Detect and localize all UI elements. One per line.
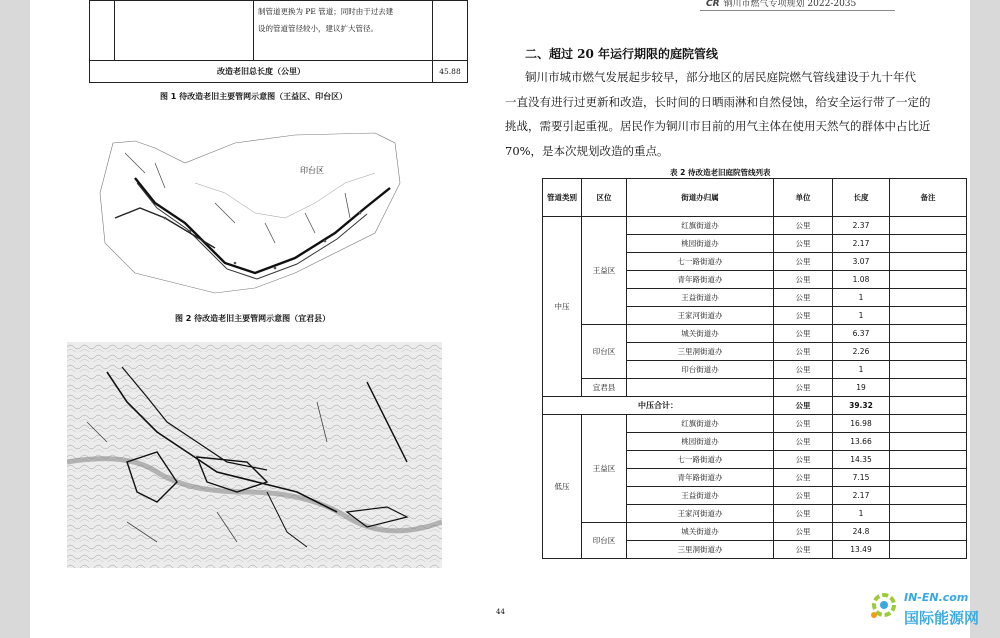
district-cell: 王益区 [582,217,627,325]
street-cell: 王家河街道办 [627,505,774,523]
top-table-note [254,1,433,61]
remark-cell [890,415,967,433]
table-row [543,523,967,541]
district-cell: 宜君县 [582,379,627,397]
unit-cell: 公里 [774,505,833,523]
length-cell: 2.17 [833,487,890,505]
unit-cell: 公里 [774,343,833,361]
length-cell: 1 [833,307,890,325]
unit-cell: 公里 [774,469,833,487]
subtotal-label: 中压合计： [543,397,774,415]
remark-cell [890,541,967,559]
paragraph-line-3: 挑战，需要引起重视。居民作为铜川市目前的用气主体在使用天然气的群体中占比近 [505,119,931,133]
street-cell: 七一路街道办 [627,253,774,271]
map-wangyi-yintai [95,123,425,303]
street-cell: 七一路街道办 [627,451,774,469]
street-cell: 王家河街道办 [627,307,774,325]
total-length-label: 改造老旧总长度（公里） [90,61,433,83]
remark-cell [890,343,967,361]
page-number: 44 [496,608,505,616]
note-line-2: 设的管道管径较小，建议扩大管径。 [258,24,378,33]
remark-cell [890,289,967,307]
length-cell: 3.07 [833,253,890,271]
remark-cell [890,217,967,235]
top-table-fragment [89,0,468,83]
unit-cell: 公里 [774,379,833,397]
remark-cell [890,361,967,379]
length-cell: 13.66 [833,433,890,451]
length-cell: 1 [833,361,890,379]
unit-cell: 公里 [774,253,833,271]
old-pipeline-table [542,178,967,559]
unit-cell: 公里 [774,361,833,379]
unit-cell: 公里 [774,325,833,343]
length-cell: 1 [833,505,890,523]
total-length-value: 45.88 [433,61,468,83]
unit-cell: 公里 [774,289,833,307]
street-cell [627,379,774,397]
subtotal-value: 39.32 [833,397,890,415]
street-cell: 王益街道办 [627,289,774,307]
watermark [866,585,980,629]
map-yijun [67,342,442,568]
remark-cell [890,451,967,469]
unit-cell: 公里 [774,217,833,235]
length-cell: 7.15 [833,469,890,487]
length-cell: 24.8 [833,523,890,541]
length-cell: 2.26 [833,343,890,361]
street-cell: 青年路街道办 [627,271,774,289]
col-header-street-office: 街道办归属 [627,179,774,217]
remark-cell [890,487,967,505]
header-logo: CR [706,0,720,9]
length-cell: 1.08 [833,271,890,289]
length-cell: 2.37 [833,217,890,235]
table-title: 表 2 待改造老旧庭院管线列表 [670,168,771,177]
street-cell: 青年路街道办 [627,469,774,487]
length-cell: 14.35 [833,451,890,469]
remark-cell [890,271,967,289]
subtotal-unit: 公里 [774,397,833,415]
unit-cell: 公里 [774,523,833,541]
watermark-cn: 国际能源网 [904,609,980,627]
paragraph-line-2: 一直没有进行过更新和改造，长时间的日晒雨淋和自然侵蚀，给安全运行带了一定的 [505,94,931,109]
watermark-logo-icon [866,585,902,625]
header-rule [700,10,895,11]
street-cell: 桃园街道办 [627,433,774,451]
col-header-remarks: 备注 [890,179,967,217]
col-header-category: 管道类别 [543,179,582,217]
col-header-length: 长度 [833,179,890,217]
length-cell: 6.37 [833,325,890,343]
remark-cell [890,433,967,451]
note-line-1: 制管道更换为 PE 管道；同时由于过去建 [258,7,394,16]
category-cell: 中压 [543,217,582,397]
street-cell: 印台街道办 [627,361,774,379]
street-cell: 三里洞街道办 [627,343,774,361]
watermark-en: IN-EN.com [904,591,969,604]
category-cell: 低压 [543,415,582,559]
remark-cell [890,235,967,253]
table-row [543,217,967,235]
table-row [543,379,967,397]
subtotal-row [543,397,967,415]
remark-cell [890,325,967,343]
unit-cell: 公里 [774,433,833,451]
table-row [543,325,967,343]
figure-1-caption: 图 1 待改造老旧主要管网示意图（王益区、印台区） [160,92,348,101]
street-cell: 城关街道办 [627,325,774,343]
section-title: 二、超过 20 年运行期限的庭院管线 [525,47,719,61]
paragraph-line-4: 70%，是本次规划改造的重点。 [505,143,669,158]
section-paragraph [505,65,945,163]
street-cell: 桃园街道办 [627,235,774,253]
unit-cell: 公里 [774,235,833,253]
district-cell: 王益区 [582,415,627,523]
length-cell: 19 [833,379,890,397]
paragraph-line-1: 铜川市城市燃气发展起步较早，部分地区的居民庭院燃气管线建设于九十年代 [525,70,916,84]
remark-cell [890,469,967,487]
table-row [543,415,967,433]
unit-cell: 公里 [774,271,833,289]
remark-cell [890,253,967,271]
length-cell: 13.49 [833,541,890,559]
street-cell: 城关街道办 [627,523,774,541]
map2-drawing [67,342,442,568]
length-cell: 1 [833,289,890,307]
remark-cell [890,307,967,325]
street-cell: 红旗街道办 [627,217,774,235]
unit-cell: 公里 [774,307,833,325]
length-cell: 16.98 [833,415,890,433]
header-title: 铜川市燃气专项规划 2022-2035 [723,0,857,9]
remark-cell [890,505,967,523]
district-cell: 印台区 [582,523,627,559]
page-header [706,0,856,9]
street-cell: 王益街道办 [627,487,774,505]
street-cell: 三里洞街道办 [627,541,774,559]
district-cell: 印台区 [582,325,627,379]
col-header-district: 区位 [582,179,627,217]
figure-2-caption: 图 2 待改造老旧主要管网示意图（宜君县） [175,314,331,323]
remark-cell [890,523,967,541]
unit-cell: 公里 [774,415,833,433]
remark-cell [890,379,967,397]
street-cell: 红旗街道办 [627,415,774,433]
map1-district-label: 印台区 [300,166,324,175]
length-cell: 2.17 [833,235,890,253]
unit-cell: 公里 [774,541,833,559]
unit-cell: 公里 [774,487,833,505]
unit-cell: 公里 [774,451,833,469]
col-header-unit: 单位 [774,179,833,217]
